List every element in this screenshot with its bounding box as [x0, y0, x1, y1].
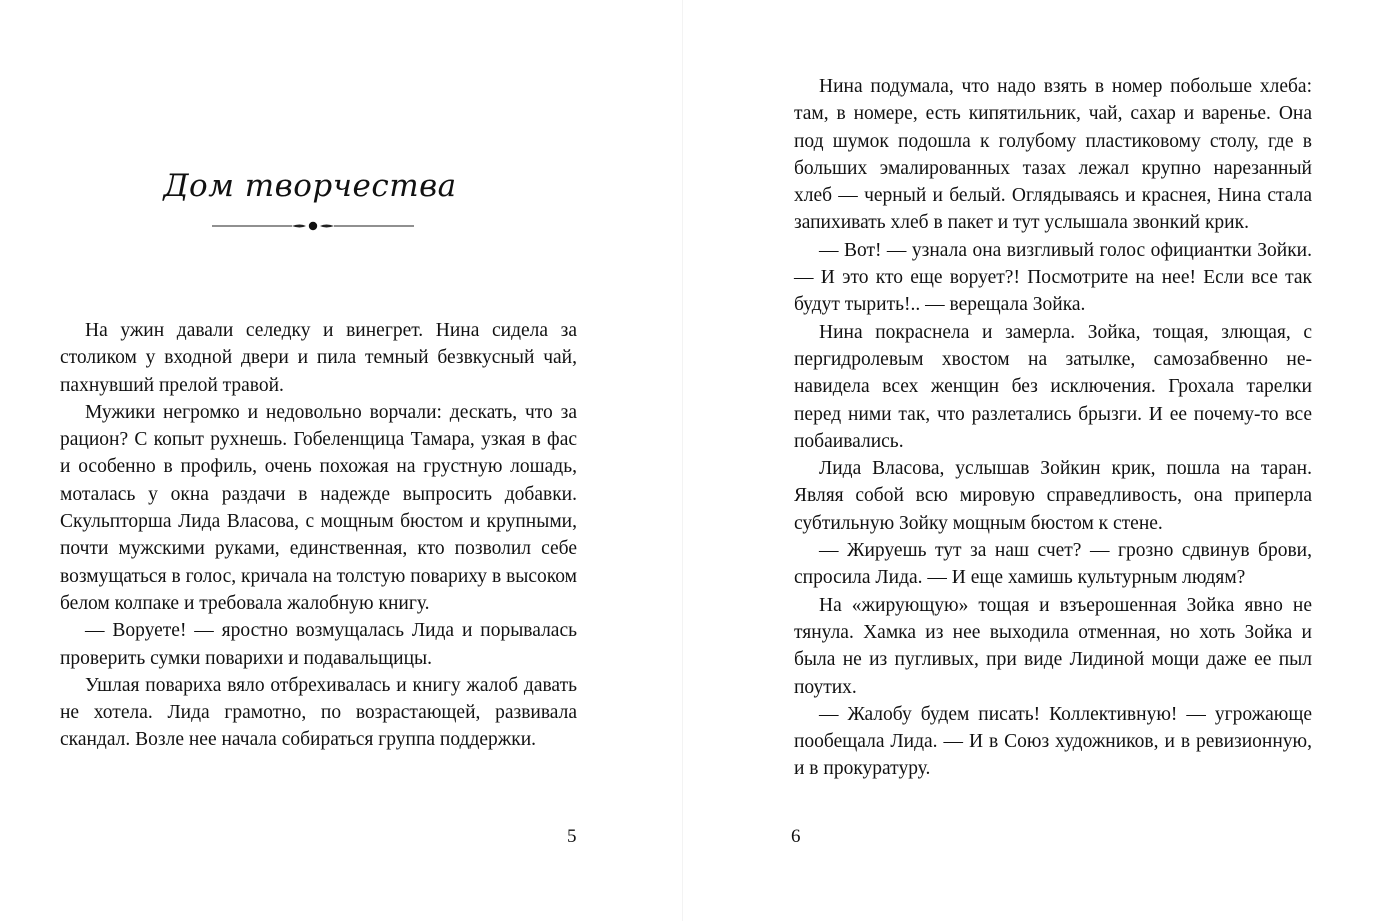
page-number-right: 6	[791, 826, 801, 847]
paragraph: Нина покраснела и замерла. Зойка, тощая, злющая, с пергидролевым хвостом на затылке, самозабвенно ненавидела всех женщин без исключения. Грохала тарелки перед ними так, что разлетались брызги. И ее почему-то все побаивались.	[794, 321, 1312, 452]
paragraph: — Воруете! — яростно возмущалась Лида и порывалась проверить сумки поварихи и подавальщицы.	[60, 620, 577, 669]
chapter-title: Дом творчества	[163, 168, 457, 204]
right-page-text	[794, 73, 1312, 783]
paragraph: На «жирующую» тощая и взъерошенная Зойка явно не тянула. Хамка из нее выходила отменная, но хоть Зойка и была не из пугливых, при виде Лидиной мощи даже ее пыл поутих.	[794, 594, 1312, 698]
left-page-text	[60, 317, 577, 754]
page-number-left: 5	[567, 826, 577, 847]
left-page	[0, 0, 683, 921]
paragraph: — Вот! — узнала она визгливый голос официантки Зойки. — И это кто еще ворует?! Посмотрите на нее! Если все так будут тырить!.. — верещала Зойка.	[794, 239, 1312, 316]
title-ornament-icon	[210, 216, 416, 236]
paragraph: Ушлая повариха вяло отбрехивалась и книгу жалоб давать не хотела. Лида грамотно, по возрастающей, развивала скандал. Возле нее начала собираться группа поддержки.	[60, 674, 577, 751]
paragraph: Мужики негромко и недовольно ворчали: дескать, что за рацион? С копыт рухнешь. Гобеленщица Тамара, узкая в фас и особенно в профиль, очень похожая на грустную лошадь, моталась у окна раздачи в надежде выпросить добавки. Скульпторша Лида Власова, с мощным бюстом и крупными, почти мужскими руками, единственная, кто позволил себе возмущаться в голос, кричала на толстую повариху в высоком белом колпаке и требовала жалобную книгу.	[60, 401, 577, 614]
paragraph: — Жалобу будем писать! Коллективную! — угрожающе пообещала Лида. — И в Союз художников, и в ревизионную, и в прокуратуру.	[794, 703, 1312, 780]
paragraph: Нина подумала, что надо взять в номер побольше хлеба: там, в номере, есть кипятильник, чай, сахар и варенье. Она под шумок подошла к голубому пластиковому столу, где в больших эмалированных тазах лежал крупно нарезанный хлеб — черный и белый. Оглядываясь и краснея, Нина стала запихивать хлеб в пакет и тут услышала звонкий крик.	[794, 76, 1312, 234]
right-page	[683, 0, 1373, 921]
paragraph: — Жируешь тут за наш счет? — грозно сдвинув брови, спросила Лида. — И еще хамишь культурным людям?	[794, 540, 1312, 589]
paragraph: На ужин давали селедку и винегрет. Нина сидела за столиком у входной двери и пила темный безвкусный чай, пахнувший прелой травой.	[60, 320, 577, 396]
paragraph: Лида Власова, услышав Зойкин крик, пошла на таран. Являя собой всю мировую справедливость, она приперла субтильную Зойку мощным бюстом к стене.	[794, 458, 1312, 534]
